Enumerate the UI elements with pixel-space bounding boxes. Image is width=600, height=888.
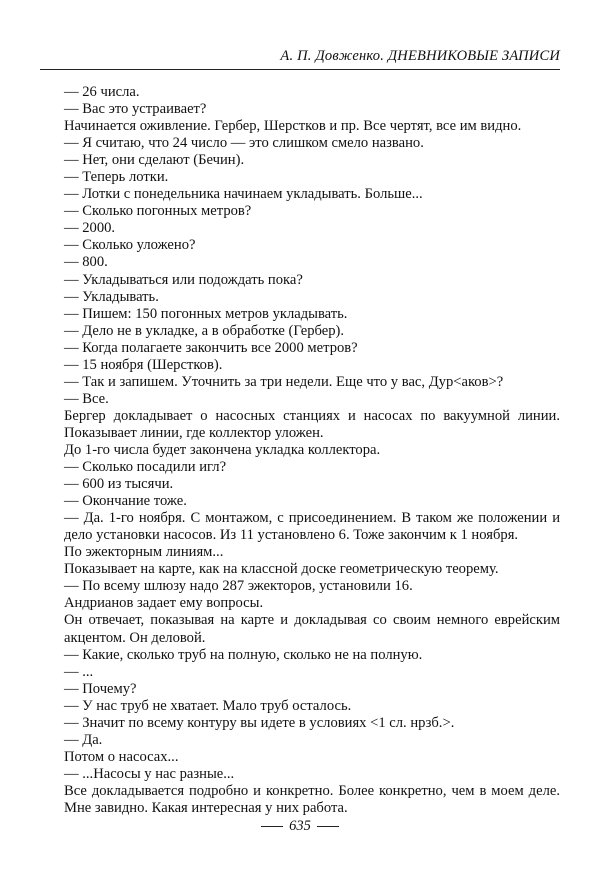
footer-dash-left	[261, 826, 283, 827]
paragraph: По эжекторным линиям...	[64, 544, 224, 561]
paragraph: — По всему шлюзу надо 287 эжекторов, установили 16.	[64, 578, 413, 595]
paragraph: Начинается оживление. Гербер, Шерстков и пр. Все чертят, все им видно.	[64, 118, 522, 135]
running-header: А. П. Довженко. ДНЕВНИКОВЫЕ ЗАПИСИ	[280, 48, 560, 64]
paragraph: — Все.	[64, 390, 109, 407]
paragraph: — 800.	[64, 254, 108, 271]
paragraph: — Нет, они сделают (Бечин).	[64, 152, 245, 169]
paragraph: Он отвечает, показывая на карте и докладывая со своим немного еврейским акцентом. Он деловой.	[64, 612, 560, 646]
paragraph: — Значит по всему контуру вы идете в условиях <1 сл. нрзб.>.	[64, 714, 455, 731]
paragraph: Показывает на карте, как на классной доске геометрическую теорему.	[64, 561, 499, 578]
paragraph: Потом о насосах...	[64, 748, 179, 765]
paragraph: — Сколько посадили игл?	[64, 459, 227, 476]
paragraph: — Укладываться или подождать пока?	[64, 271, 303, 288]
paragraph: — Пишем: 150 погонных метров укладывать.	[64, 305, 348, 322]
paragraph: — Сколько уложено?	[64, 237, 196, 254]
paragraph: — 600 из тысячи.	[64, 476, 174, 493]
paragraph: Все докладывается подробно и конкретно. Более конкретно, чем в моем деле. Мне завидно. Какая интересная у них работа.	[64, 782, 560, 816]
paragraph: — Почему?	[64, 680, 137, 697]
paragraph: — 15 ноября (Шерстков).	[64, 356, 223, 373]
page-footer	[0, 818, 600, 835]
paragraph: До 1-го числа будет закончена укладка коллектора.	[64, 441, 381, 458]
paragraph: — ...Насосы у нас разные...	[64, 765, 235, 782]
paragraph: — Теперь лотки.	[64, 169, 169, 186]
footer-dash-right	[317, 826, 339, 827]
paragraph: — Лотки с понедельника начинаем укладывать. Больше...	[64, 186, 423, 203]
paragraph: — 2000.	[64, 220, 116, 237]
paragraph: — ...	[64, 663, 94, 680]
paragraph: — Я считаю, что 24 число — это слишком смело названо.	[64, 135, 424, 152]
paragraph: Андрианов задает ему вопросы.	[64, 595, 264, 612]
paragraph: — Вас это устраивает?	[64, 101, 207, 118]
paragraph: — Окончание тоже.	[64, 493, 187, 510]
paragraph: — Да. 1-го ноября. С монтажом, с присоединением. В таком же положении и дело установки насосов. Из 11 установлено 6. Тоже закончим к 1 ноября.	[64, 510, 560, 544]
paragraph: — У нас труб не хватает. Мало труб осталось.	[64, 697, 352, 714]
paragraph: — Так и запишем. Уточнить за три недели. Еще что у вас, Дур<аков>?	[64, 373, 504, 390]
paragraph: — Какие, сколько труб на полную, сколько не на полную.	[64, 646, 423, 663]
paragraph: — Сколько погонных метров?	[64, 203, 252, 220]
paragraph: — 26 числа.	[64, 84, 140, 100]
paragraph: — Укладывать.	[64, 288, 159, 305]
page-body	[64, 84, 560, 817]
paragraph: Бергер докладывает о насосных станциях и насосах по вакуумной линии. Показывает линии, где коллектор уложен.	[64, 407, 560, 441]
paragraph: — Дело не в укладке, а в обработке (Гербер).	[64, 322, 345, 339]
paragraph: — Когда полагаете закончить все 2000 метров?	[64, 339, 358, 356]
page-number: 635	[289, 818, 311, 834]
header-rule	[40, 69, 560, 70]
paragraph: — Да.	[64, 731, 103, 748]
